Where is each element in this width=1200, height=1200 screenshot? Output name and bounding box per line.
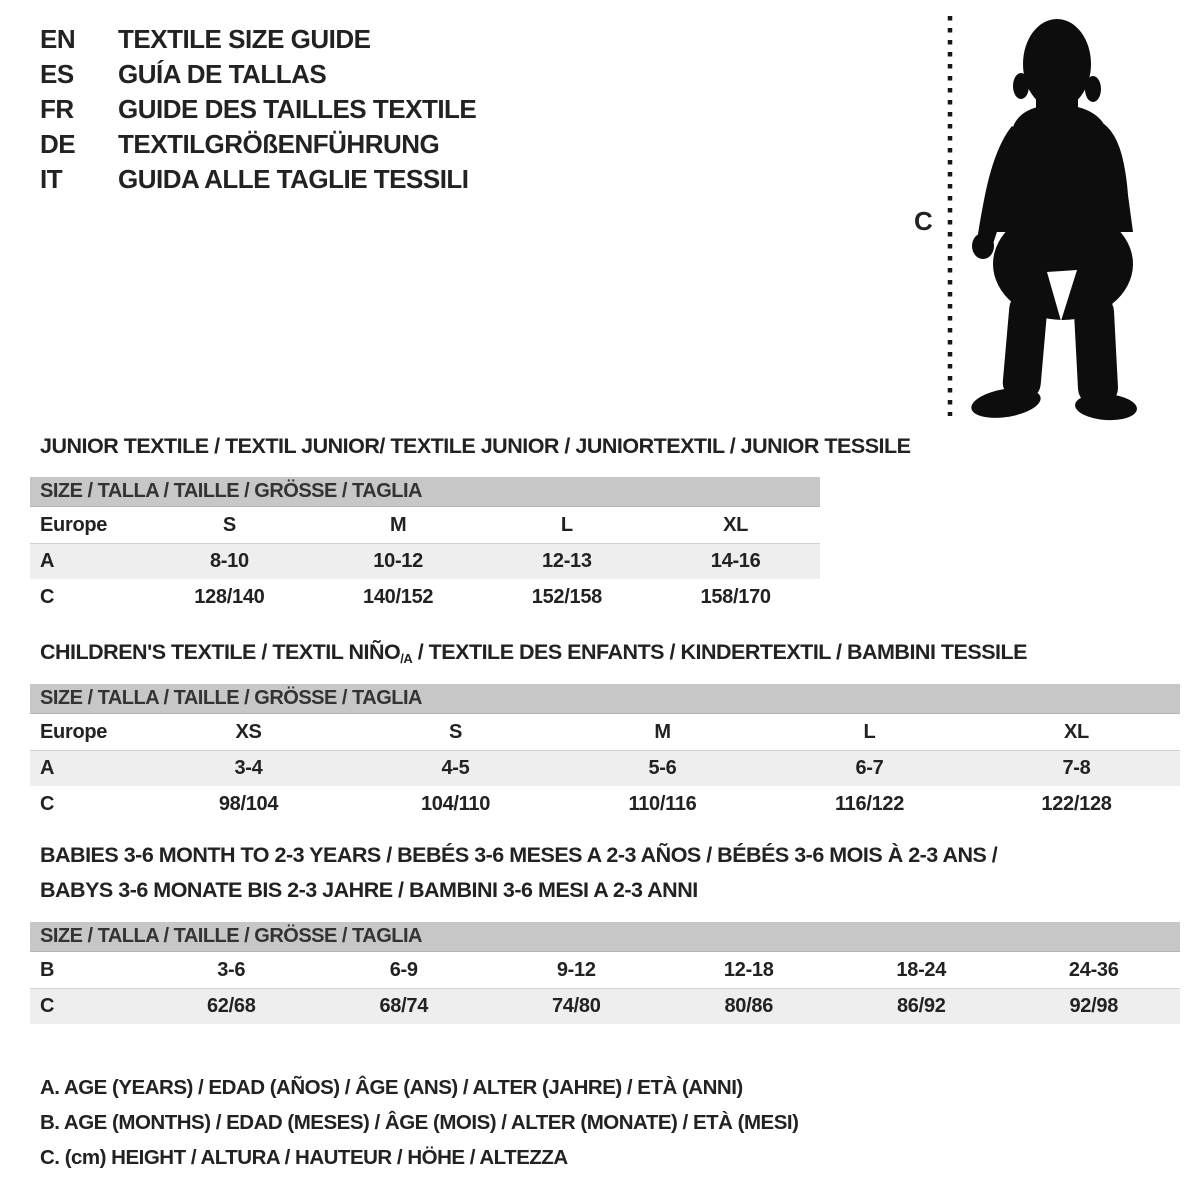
table-row xyxy=(30,786,1180,822)
children-heading-rest: / TEXTILE DES ENFANTS / KINDERTEXTIL / BAMBINI TESSILE xyxy=(412,640,1027,664)
language-row-it xyxy=(40,162,476,197)
height-cell: 92/98 xyxy=(1069,995,1119,1017)
language-row-es xyxy=(40,57,476,92)
height-cell: 80/86 xyxy=(724,995,774,1017)
height-cell: 158/170 xyxy=(700,585,771,608)
age-cell: 9-12 xyxy=(556,958,596,981)
age-cell: 3-6 xyxy=(217,958,246,981)
height-measure-figure xyxy=(900,0,1200,430)
guide-title: TEXTILE SIZE GUIDE xyxy=(118,24,371,54)
size-cell: M xyxy=(654,720,671,743)
babies-section-heading xyxy=(40,838,997,908)
language-title-list xyxy=(40,22,476,197)
table-row xyxy=(30,579,820,615)
children-heading-subscript: /A xyxy=(400,651,413,666)
height-cell: 152/158 xyxy=(531,585,602,608)
size-cell: L xyxy=(560,513,573,536)
age-cell: 10-12 xyxy=(373,550,423,572)
language-code: IT xyxy=(40,164,63,194)
table-row xyxy=(30,507,820,543)
age-cell: 12-13 xyxy=(542,550,592,572)
age-cell: 6-9 xyxy=(389,958,418,981)
height-cell: 74/80 xyxy=(551,995,601,1017)
row-label: Europe xyxy=(40,513,108,536)
size-header-bar: SIZE / TALLA / TAILLE / GRÖSSE / TAGLIA xyxy=(30,922,1180,952)
legend-line-a: A. AGE (YEARS) / EDAD (AÑOS) / ÂGE (ANS) / ALTER (JAHRE) / ETÀ (ANNI) xyxy=(40,1076,743,1099)
height-cell: 104/110 xyxy=(420,792,491,815)
size-cell: L xyxy=(863,720,876,743)
guide-title: TEXTILGRÖßENFÜHRUNG xyxy=(118,129,440,159)
language-code: FR xyxy=(40,94,74,124)
table-row xyxy=(30,543,820,579)
babies-heading-line2: BABYS 3-6 MONATE BIS 2-3 JAHRE / BAMBINI 3-6 MESI A 2-3 ANNI xyxy=(40,878,698,902)
table-row xyxy=(30,952,1180,988)
age-cell: 3-4 xyxy=(234,757,263,779)
height-measure-label: C xyxy=(914,206,933,236)
table-row xyxy=(30,750,1180,786)
height-cell: 128/140 xyxy=(194,585,265,608)
children-size-table xyxy=(30,684,1180,822)
row-label: C xyxy=(40,792,55,815)
age-cell: 4-5 xyxy=(441,757,470,779)
size-cell: XL xyxy=(1064,720,1089,743)
toddler-silhouette-icon xyxy=(900,0,1200,430)
babies-size-table xyxy=(30,922,1180,1024)
size-cell: M xyxy=(389,513,407,536)
age-cell: 14-16 xyxy=(710,550,761,572)
language-row-fr xyxy=(40,92,476,127)
guide-title: GUÍA DE TALLAS xyxy=(118,59,327,89)
table-row xyxy=(30,988,1180,1024)
legend-line-b: B. AGE (MONTHS) / EDAD (MESES) / ÂGE (MOIS) / ALTER (MONATE) / ETÀ (MESI) xyxy=(40,1111,799,1134)
babies-heading-line1: BABIES 3-6 MONTH TO 2-3 YEARS / BEBÉS 3-6 MESES A 2-3 AÑOS / BÉBÉS 3-6 MOIS À 2-3 ANS / xyxy=(40,843,998,867)
guide-title: GUIDA ALLE TAGLIE TESSILI xyxy=(118,164,469,194)
row-label: B xyxy=(40,958,55,981)
size-cell: XS xyxy=(235,720,262,743)
height-cell: 68/74 xyxy=(379,995,429,1017)
row-label: Europe xyxy=(40,720,108,743)
language-row-en xyxy=(40,22,476,57)
language-code: EN xyxy=(40,24,76,54)
age-cell: 6-7 xyxy=(855,757,884,779)
age-cell: 18-24 xyxy=(896,958,947,981)
children-heading-main: CHILDREN'S TEXTILE / TEXTIL NIÑO xyxy=(40,640,401,664)
table-row xyxy=(30,714,1180,750)
age-cell: 8-10 xyxy=(209,550,249,572)
size-header-bar: SIZE / TALLA / TAILLE / GRÖSSE / TAGLIA xyxy=(30,477,820,507)
height-cell: 116/122 xyxy=(834,792,905,815)
height-cell: 122/128 xyxy=(1041,792,1112,815)
size-header-bar: SIZE / TALLA / TAILLE / GRÖSSE / TAGLIA xyxy=(30,684,1180,714)
height-cell: 86/92 xyxy=(896,995,946,1017)
height-cell: 98/104 xyxy=(218,792,279,815)
size-cell: XL xyxy=(723,513,749,536)
height-cell: 62/68 xyxy=(206,995,256,1017)
row-label: C xyxy=(40,585,55,608)
height-cell: 110/116 xyxy=(628,792,697,815)
age-cell: 12-18 xyxy=(723,958,774,981)
legend-line-c: C. (cm) HEIGHT / ALTURA / HAUTEUR / HÖHE / ALTEZZA xyxy=(40,1146,568,1169)
row-label: A xyxy=(40,757,55,779)
junior-size-table xyxy=(30,477,820,615)
junior-section-heading: JUNIOR TEXTILE / TEXTIL JUNIOR/ TEXTILE JUNIOR / JUNIORTEXTIL / JUNIOR TESSILE xyxy=(40,434,911,458)
size-cell: S xyxy=(448,720,463,743)
guide-title: GUIDE DES TAILLES TEXTILE xyxy=(118,94,477,124)
size-cell: S xyxy=(222,513,236,536)
language-code: ES xyxy=(40,59,74,89)
measure-legend xyxy=(40,1070,798,1175)
height-cell: 140/152 xyxy=(363,585,434,608)
age-cell: 7-8 xyxy=(1062,757,1091,779)
language-code: DE xyxy=(40,129,76,159)
row-label: C xyxy=(40,995,55,1017)
row-label: A xyxy=(40,550,55,572)
age-cell: 24-36 xyxy=(1068,958,1119,981)
children-section-heading xyxy=(40,640,1027,666)
language-row-de xyxy=(40,127,476,162)
age-cell: 5-6 xyxy=(648,757,677,779)
